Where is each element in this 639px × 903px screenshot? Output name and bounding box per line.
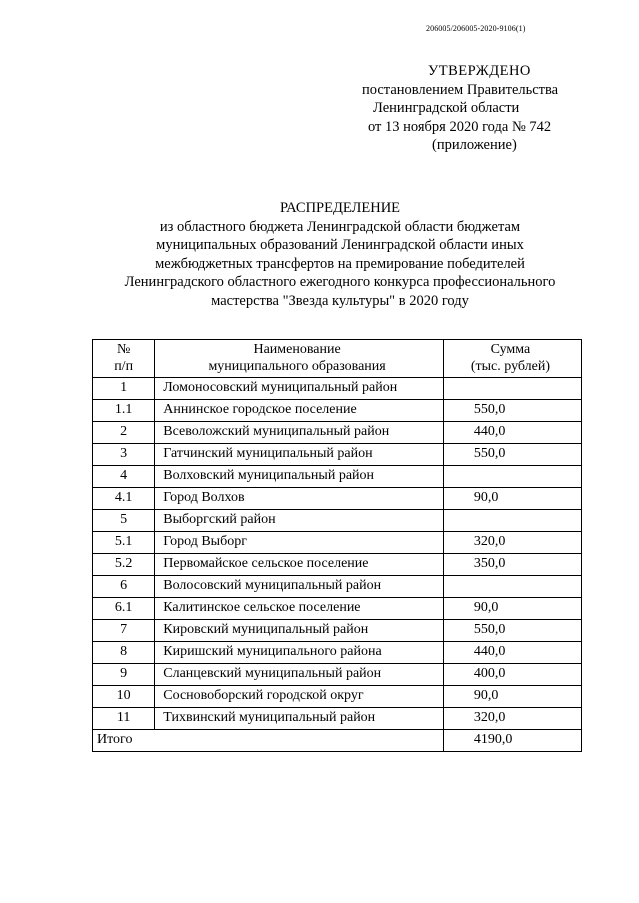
document-title	[40, 199, 639, 310]
cell-num: 5	[93, 510, 155, 532]
cell-name: Аннинское городское поселение	[155, 400, 444, 422]
total-sum: 4190,0	[443, 730, 581, 752]
table-row	[93, 510, 582, 532]
cell-name: Гатчинский муниципальный район	[155, 444, 444, 466]
cell-name: Волосовский муниципальный район	[155, 576, 444, 598]
table-row	[93, 686, 582, 708]
approval-line: постановлением Правительства	[362, 81, 559, 98]
cell-sum: 90,0	[443, 598, 581, 620]
approval-line: Ленинградской области	[373, 100, 520, 116]
document-id: 206005/206005-2020-9106(1)	[426, 24, 526, 33]
table-row	[93, 708, 582, 730]
cell-num: 10	[93, 686, 155, 708]
approval-block	[340, 62, 580, 155]
title-line: муниципальных образований Ленинградской области иных	[156, 237, 524, 253]
table-row	[93, 466, 582, 488]
cell-num: 4.1	[93, 488, 155, 510]
title-line: Ленинградского областного ежегодного конкурса профессионального	[124, 274, 556, 290]
table-row	[93, 488, 582, 510]
table-row	[93, 400, 582, 422]
cell-num: 1	[93, 378, 155, 400]
title-line: мастерства "Звезда культуры" в 2020 году	[211, 292, 469, 309]
cell-sum: 90,0	[443, 686, 581, 708]
cell-name: Город Выборг	[155, 532, 444, 554]
table-header-row	[93, 340, 582, 378]
cell-name: Первомайское сельское поселение	[155, 554, 444, 576]
cell-num: 3	[93, 444, 155, 466]
cell-num: 11	[93, 708, 155, 730]
approval-heading: УТВЕРЖДЕНО	[428, 63, 531, 79]
table-row	[93, 378, 582, 400]
cell-sum: 440,0	[443, 642, 581, 664]
cell-sum: 90,0	[443, 488, 581, 510]
cell-num: 5.1	[93, 532, 155, 554]
cell-name: Волховский муниципальный район	[155, 466, 444, 488]
cell-sum: 550,0	[443, 444, 581, 466]
cell-name: Сосновоборский городской округ	[155, 686, 444, 708]
cell-num: 7	[93, 620, 155, 642]
cell-name: Сланцевский муниципальный район	[155, 664, 444, 686]
cell-num: 1.1	[93, 400, 155, 422]
table-row	[93, 620, 582, 642]
cell-num: 4	[93, 466, 155, 488]
cell-name: Калитинское сельское поселение	[155, 598, 444, 620]
cell-name: Тихвинский муниципальный район	[155, 708, 444, 730]
cell-sum	[443, 466, 581, 488]
title-heading: РАСПРЕДЕЛЕНИЕ	[279, 200, 401, 216]
cell-num: 5.2	[93, 554, 155, 576]
cell-sum: 320,0	[443, 708, 581, 730]
table-row	[93, 664, 582, 686]
approval-line: (приложение)	[432, 137, 517, 153]
cell-sum	[443, 510, 581, 532]
table-row	[93, 642, 582, 664]
cell-sum: 440,0	[443, 422, 581, 444]
cell-sum: 350,0	[443, 554, 581, 576]
cell-name: Киришский муниципального района	[155, 642, 444, 664]
header-sum: Сумма (тыс. рублей)	[443, 340, 581, 378]
cell-name: Город Волхов	[155, 488, 444, 510]
table-row	[93, 554, 582, 576]
table-total-row	[93, 730, 582, 752]
cell-name: Всеволожский муниципальный район	[155, 422, 444, 444]
cell-name: Ломоносовский муниципальный район	[155, 378, 444, 400]
cell-name: Кировский муниципальный район	[155, 620, 444, 642]
distribution-table	[92, 339, 582, 752]
table-row	[93, 598, 582, 620]
header-name: Наименование муниципального образования	[155, 340, 444, 378]
cell-sum	[443, 378, 581, 400]
table-row	[93, 422, 582, 444]
cell-num: 6.1	[93, 598, 155, 620]
cell-num: 6	[93, 576, 155, 598]
cell-sum: 550,0	[443, 620, 581, 642]
cell-name: Выборгский район	[155, 510, 444, 532]
header-num: № п/п	[93, 340, 155, 378]
table-row	[93, 532, 582, 554]
table-row	[93, 444, 582, 466]
cell-sum: 320,0	[443, 532, 581, 554]
approval-line: от 13 ноября 2020 года № 742	[368, 118, 552, 135]
cell-num: 9	[93, 664, 155, 686]
cell-num: 2	[93, 422, 155, 444]
table-row	[93, 576, 582, 598]
cell-sum: 550,0	[443, 400, 581, 422]
title-line: межбюджетных трансфертов на премирование победителей	[155, 255, 525, 272]
cell-sum	[443, 576, 581, 598]
cell-num: 8	[93, 642, 155, 664]
title-line: из областного бюджета Ленинградской области бюджетам	[159, 218, 521, 235]
total-label: Итого	[93, 730, 444, 752]
cell-sum: 400,0	[443, 664, 581, 686]
